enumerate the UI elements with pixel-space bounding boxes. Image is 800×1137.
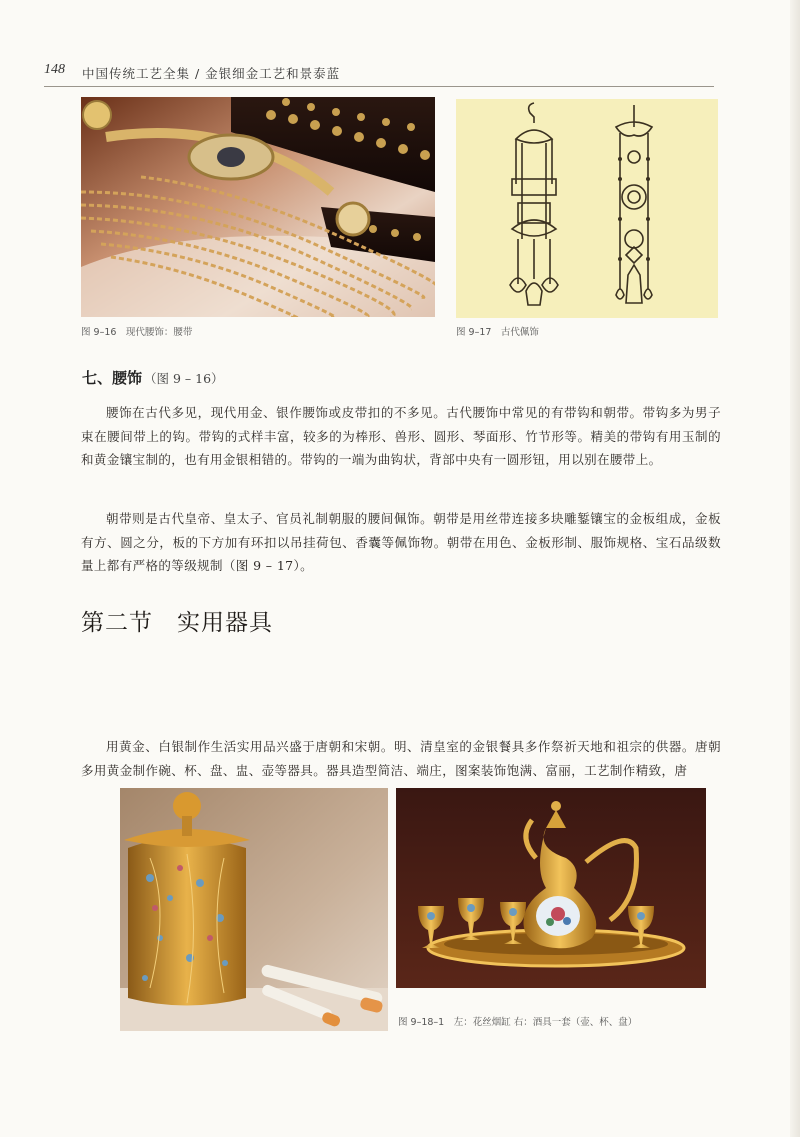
pendant-drawing: [456, 99, 718, 318]
figure-caption: 图 9–16 现代腰饰：腰带: [81, 327, 193, 338]
chapter-heading: [81, 604, 273, 637]
body-paragraph: 用黄金、白银制作生活实用品兴盛于唐朝和宋朝。明、清皇室的金银餐具多作祭祈天地和祖宗的供器。唐朝多用黄金制作碗、杯、盘、盅、壶等器具。器具造型简洁、端庄，图案装饰饱满、富丽，工艺制作精致，唐: [81, 739, 721, 778]
section-title: 七、腰饰: [82, 369, 143, 387]
figure-reference: （图 9 – 16）: [144, 371, 224, 386]
running-title: 中国传统工艺全集 / 金银细金工艺和景泰蓝: [82, 66, 341, 81]
page-number: 148: [44, 62, 65, 77]
page-edge: [790, 0, 800, 1137]
section-heading: [82, 367, 224, 388]
belt-photo: [81, 97, 435, 317]
ashtray-photo: [120, 788, 388, 1031]
wine-set-photo: [396, 788, 706, 988]
running-header: [44, 64, 714, 87]
figure-caption: 图 9–18–1 左：花丝烟缸 右：酒具一套（壶、杯、盘）: [398, 1017, 638, 1028]
chapter-number: 第二节: [81, 610, 153, 636]
chapter-title: 实用器具: [177, 610, 273, 636]
figure-caption: 图 9–17 古代佩饰: [456, 327, 539, 338]
body-paragraph: 朝带则是古代皇帝、皇太子、官员礼制朝服的腰间佩饰。朝带是用丝带连接多块雕錾镶宝的金板组成，金板有方、圆之分，板的下方加有环扣以吊挂荷包、香囊等佩饰物。朝带在用色、金板形制、服饰规格、宝石品级数量上都有严格的等级规制（图 9 – 17）。: [81, 511, 721, 573]
body-paragraph: 腰饰在古代多见，现代用金、银作腰饰或皮带扣的不多见。古代腰饰中常见的有带钩和朝带。带钩多为男子束在腰间带上的钩。带钩的式样丰富，较多的为棒形、兽形、圆形、琴面形、竹节形等。精美的带钩有用玉制的和黄金镶宝制的，也有用金银相错的。带钩的一端为曲钩状，背部中央有一圆形钮，用以别在腰带上。: [81, 405, 721, 467]
